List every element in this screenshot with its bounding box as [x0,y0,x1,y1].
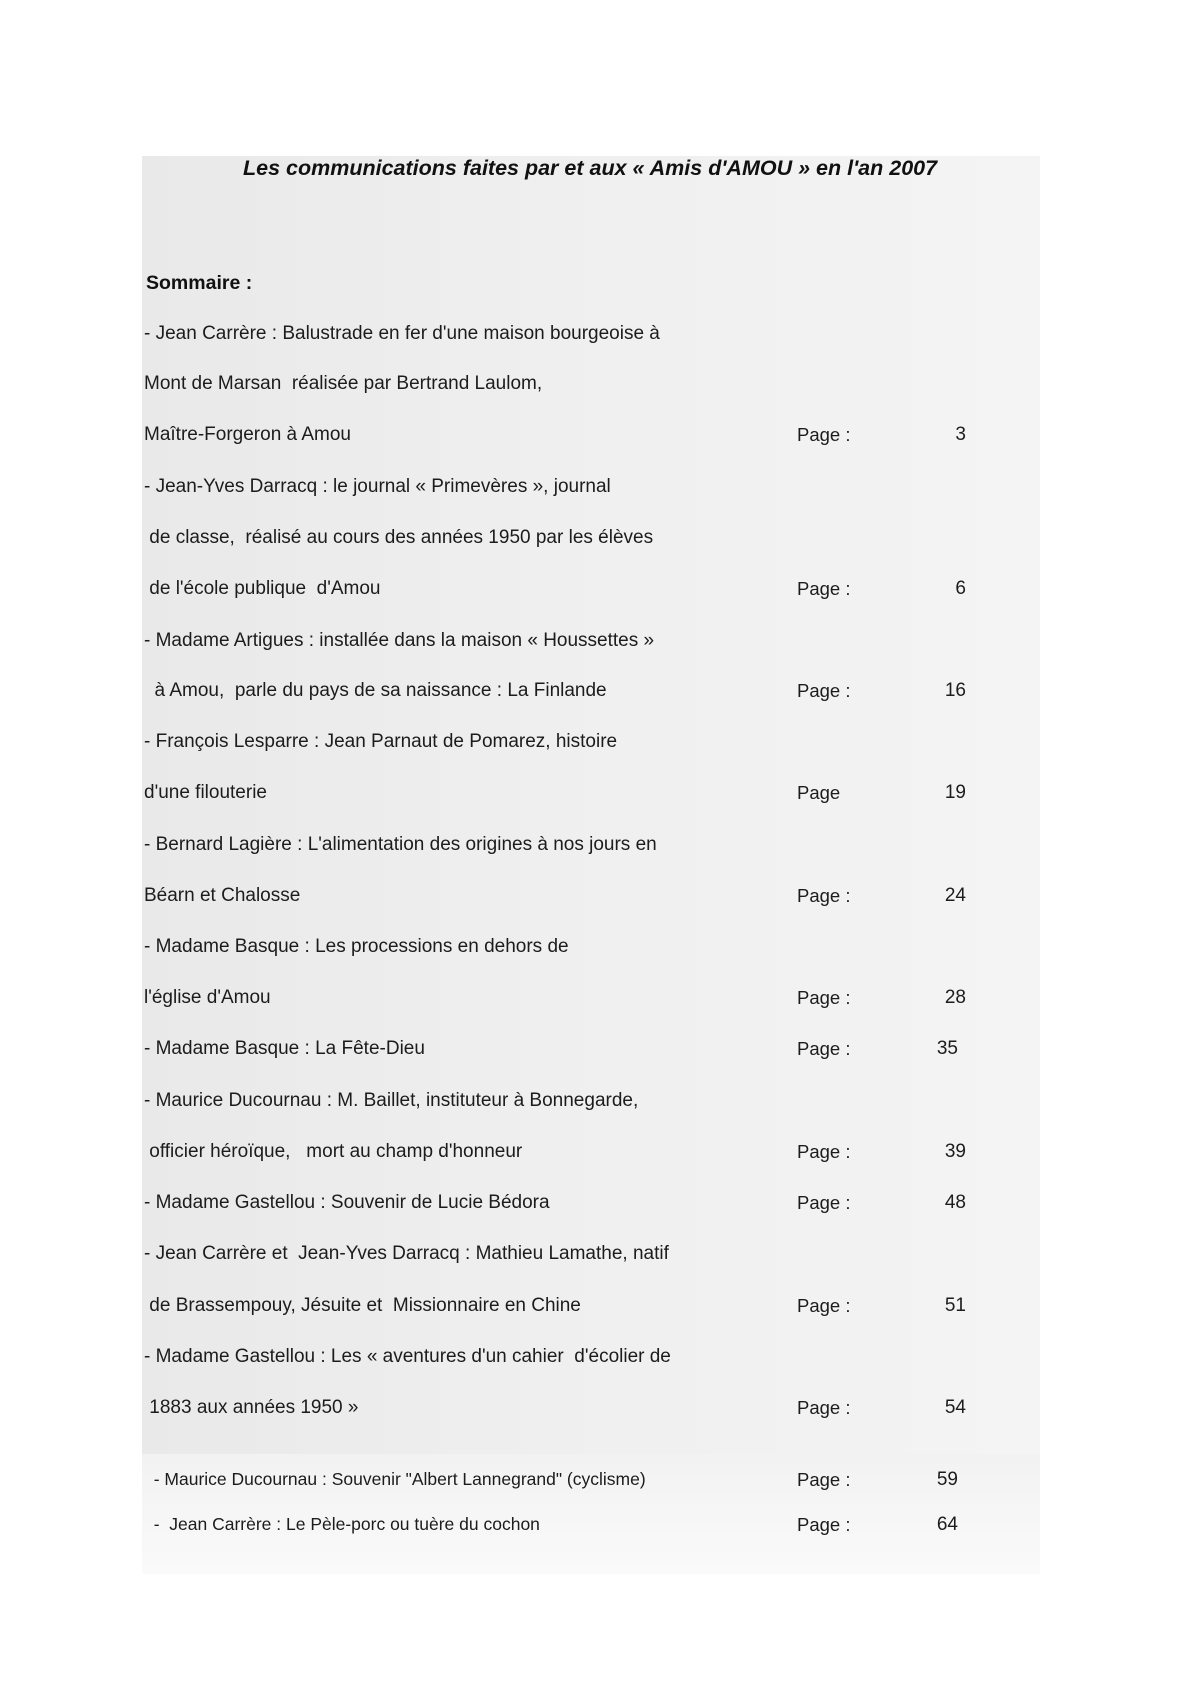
page-number: 3 [955,424,966,445]
page-number: 19 [944,782,966,803]
page-label: Page : [797,1397,851,1418]
page-number: 16 [944,680,966,701]
page-number: 24 [944,885,966,906]
page-label: Page : [797,680,851,701]
page-number: 64 [936,1514,958,1535]
toc-entry-text: - Madame Basque : Les processions en dehors de [144,936,569,957]
page-number: 51 [944,1295,966,1316]
page-label: Page : [797,885,851,906]
toc-entry-text: de l'école publique d'Amou [144,578,381,599]
toc-entry-text: - Jean Carrère : Balustrade en fer d'une maison bourgeoise à [144,323,660,344]
toc-entry-text: - Madame Basque : La Fête-Dieu [144,1038,425,1059]
toc-entry-text: Maître-Forgeron à Amou [144,424,351,445]
toc-entry-text: de classe, réalisé au cours des années 1950 par les élèves [144,527,654,548]
toc-entry-text: officier héroïque, mort au champ d'honneur [144,1141,523,1162]
page-label: Page : [797,1141,851,1162]
page-label: Page : [797,1038,851,1059]
toc-entry-text: à Amou, parle du pays de sa naissance : La Finlande [144,680,607,701]
page-label: Page : [797,1295,851,1316]
page-label: Page : [797,424,851,445]
toc-entry-text: - Jean Carrère : Le Pèle-porc ou tuère du cochon [144,1514,540,1534]
toc-entry-text: - Madame Artigues : installée dans la maison « Houssettes » [144,630,655,651]
page-number: 6 [955,578,966,599]
page-label: Page : [797,1192,851,1213]
page-label: Page : [797,987,851,1008]
toc-entry-text: d'une filouterie [144,782,267,803]
page-label: Page : [797,1514,851,1535]
toc-entry-text: - François Lesparre : Jean Parnaut de Pomarez, histoire [144,731,618,752]
page-number: 28 [944,987,966,1008]
page-number: 54 [944,1397,966,1418]
document-title: Les communications faites par et aux « Amis d'AMOU » en l'an 2007 [243,156,938,180]
toc-entry-text: 1883 aux années 1950 » [144,1397,359,1418]
toc-entry-text: - Bernard Lagière : L'alimentation des origines à nos jours en [144,834,657,855]
toc-entry-text: - Maurice Ducournau : M. Baillet, instituteur à Bonnegarde, [144,1090,639,1111]
toc-entry-text: Mont de Marsan réalisée par Bertrand Laulom, [144,373,543,394]
page-label: Page : [797,1469,851,1490]
toc-entry-text: - Madame Gastellou : Les « aventures d'un cahier d'écolier de [144,1346,671,1367]
toc-entry-text: - Jean-Yves Darracq : le journal « Primevères », journal [144,476,611,497]
toc-entry-text: - Jean Carrère et Jean-Yves Darracq : Mathieu Lamathe, natif [144,1243,669,1264]
page-number: 59 [936,1469,958,1490]
summary-heading: Sommaire : [146,272,253,294]
page-label: Page [797,782,841,803]
toc-entry-text: l'église d'Amou [144,987,271,1008]
page-number: 48 [944,1192,966,1213]
page-number: 39 [944,1141,966,1162]
toc-entry-text: - Madame Gastellou : Souvenir de Lucie Bédora [144,1192,550,1213]
toc-entry-text: de Brassempouy, Jésuite et Missionnaire en Chine [144,1295,581,1316]
toc-entry-text: - Maurice Ducournau : Souvenir "Albert Lannegrand" (cyclisme) [144,1469,646,1489]
page-number: 35 [936,1038,958,1059]
toc-entry-text: Béarn et Chalosse [144,885,301,906]
page-label: Page : [797,578,851,599]
